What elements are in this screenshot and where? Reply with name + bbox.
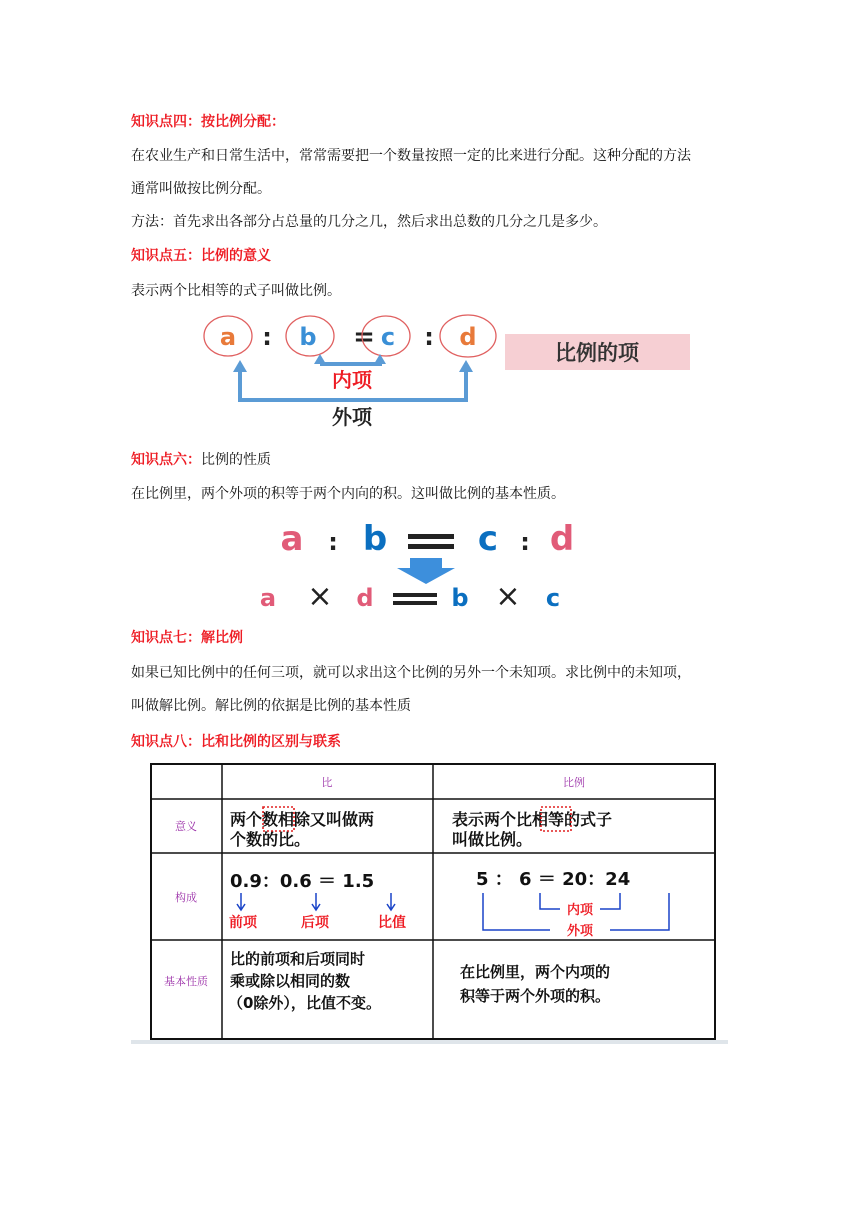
- ratio-front-term: 前项: [229, 915, 257, 931]
- term-a: a: [219, 323, 237, 351]
- paragraph-s5: 表示两个比相等的式子叫做比例。: [131, 283, 341, 299]
- colon-2: :: [424, 323, 434, 351]
- prop-c: c: [477, 520, 499, 559]
- meaning-ratio-line1: 两个数相除又叫做两: [230, 810, 375, 829]
- proportion-terms-figure: [200, 312, 700, 432]
- ratio-value: 比值: [378, 915, 406, 931]
- property-proportion-line2: 积等于两个外项的积。: [460, 987, 611, 1005]
- equals-sign: =: [353, 322, 375, 352]
- proportion-inner-terms: 内项: [566, 903, 594, 918]
- outer-terms-label: 外项: [332, 405, 372, 429]
- proportion-expression: 5 ： 6 ＝ 20：24: [476, 869, 631, 890]
- paragraph-s4-method: 方法：首先求出各部分占总量的几分之几，然后求出总数的几分之几是多少。: [131, 214, 607, 230]
- meaning-ratio-line2: 个数的比。: [230, 830, 311, 849]
- down-arrow-icon: [397, 558, 455, 584]
- prop-colon-1: :: [328, 528, 338, 556]
- meaning-proportion-line1: 表示两个比相等的式子: [452, 810, 613, 829]
- property-ratio-line1: 比的前项和后项同时: [230, 950, 366, 968]
- table-bottom-rule: [131, 1040, 728, 1044]
- prop2-c: c: [545, 584, 561, 612]
- heading-section-8: 知识点八：比和比例的区别与联系: [131, 734, 341, 750]
- comparison-table: [150, 763, 716, 1040]
- prop2-b: b: [451, 584, 469, 612]
- ratio-expression: 0.9：0.6 ＝ 1.5: [230, 871, 375, 892]
- property-ratio-line2: 乘或除以相同的数: [230, 972, 351, 990]
- row-header-property: 基本性质: [164, 975, 208, 988]
- term-c: c: [380, 323, 396, 351]
- heading-section-4: 知识点四：按比例分配：: [131, 114, 285, 130]
- term-d: d: [459, 323, 477, 351]
- ratio-back-term: 后项: [301, 915, 329, 931]
- meaning-proportion-line2: 叫做比例。: [452, 830, 533, 849]
- property-proportion-line1: 在比例里，两个内项的: [460, 963, 611, 981]
- paragraph-s4-line2: 通常叫做按比例分配。: [131, 181, 271, 197]
- prop-d: d: [549, 520, 575, 559]
- inner-terms-label: 内项: [332, 368, 372, 392]
- prop2-a: a: [259, 584, 277, 612]
- paragraph-s4-line1: 在农业生产和日常生活中，常常需要把一个数量按照一定的比来进行分配。这种分配的方法: [131, 148, 691, 164]
- prop2-d: d: [356, 584, 374, 612]
- paragraph-s7-line2: 叫做解比例。解比例的依据是比例的基本性质: [131, 698, 411, 714]
- proportion-outer-terms: 外项: [566, 924, 594, 939]
- colon-1: :: [262, 323, 272, 351]
- row-header-composition: 构成: [175, 891, 197, 904]
- col-header-proportion: 比例: [563, 776, 585, 789]
- property-ratio-line3: （0除外），比值不变。: [228, 994, 381, 1012]
- col-header-ratio: 比: [321, 776, 333, 789]
- heading-section-6-rest: 比例的性质: [201, 452, 271, 468]
- heading-section-6: [131, 450, 271, 470]
- heading-section-5: 知识点五：比例的意义: [131, 248, 271, 264]
- prop-a: a: [280, 520, 304, 559]
- term-b: b: [299, 323, 317, 351]
- prop-colon-2: :: [520, 528, 530, 556]
- times-sign-2: ×: [495, 579, 521, 612]
- paragraph-s7-line1: 如果已知比例中的任何三项，就可以求出这个比例的另外一个未知项。求比例中的未知项，: [131, 665, 691, 681]
- basic-property-figure: [250, 520, 600, 612]
- terms-title-box: 比例的项: [555, 341, 639, 365]
- heading-section-7: 知识点七：解比例: [131, 630, 243, 646]
- paragraph-s6: 在比例里，两个外项的积等于两个内向的积。这叫做比例的基本性质。: [131, 486, 565, 502]
- times-sign-1: ×: [307, 579, 333, 612]
- row-header-meaning: 意义: [175, 820, 197, 833]
- heading-section-6-prefix: 知识点六：: [131, 452, 201, 468]
- prop-b: b: [362, 520, 388, 559]
